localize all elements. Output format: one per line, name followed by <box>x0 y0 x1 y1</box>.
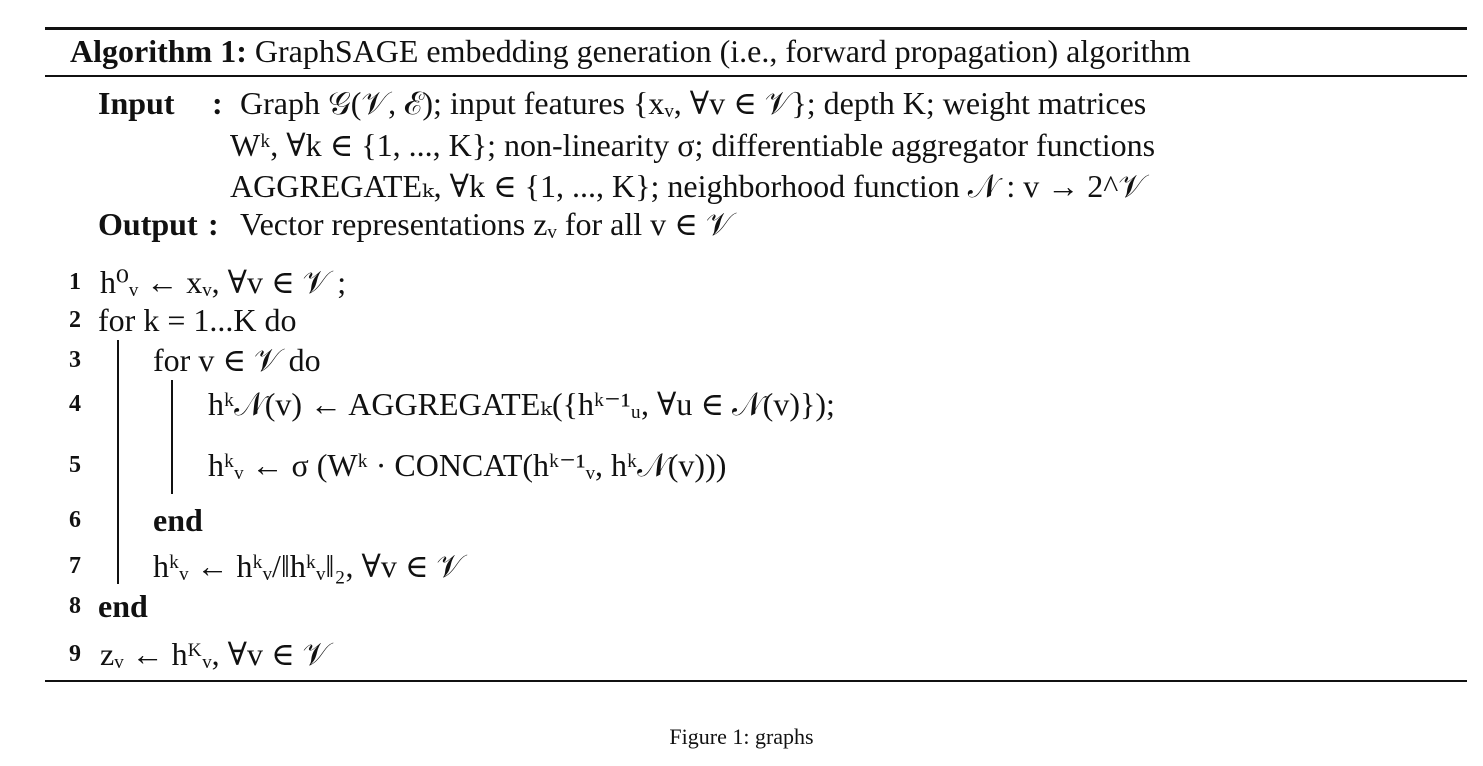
statement-line-5: hᵏᵥ ← σ (Wᵏ · CONCAT(hᵏ⁻¹ᵥ, hᵏ𝒩(v))) <box>208 447 727 483</box>
line-number: 9 <box>69 641 81 667</box>
statement-line-3: for v ∈ 𝒱 do <box>153 342 321 378</box>
output-colon: : <box>208 206 219 242</box>
input-line-1: Graph 𝒢(𝒱, ℰ); input features {xᵥ, ∀v ∈ 𝒱}; depth K; weight matrices <box>240 85 1147 121</box>
figure-caption: Figure 1: graphs <box>669 724 814 749</box>
for-block-bar <box>117 340 119 584</box>
line-number: 5 <box>69 452 81 478</box>
bottom-rule <box>45 680 1467 682</box>
algorithm-title-text: GraphSAGE embedding generation (i.e., forward propagation) algorithm <box>254 33 1191 69</box>
statement-line-9: zᵥ ← hᴷᵥ, ∀v ∈ 𝒱 <box>100 636 330 672</box>
inner-for-block-bar <box>171 380 173 494</box>
line-number: 6 <box>69 507 81 533</box>
input-colon: : <box>212 85 223 121</box>
line-number: 7 <box>69 553 81 579</box>
line-number: 3 <box>69 347 81 373</box>
input-label: Input <box>98 85 175 121</box>
output-text: Vector representations zᵥ for all v ∈ 𝒱 <box>240 206 733 242</box>
line-number: 2 <box>69 307 81 333</box>
input-line-3: AGGREGATEₖ, ∀k ∈ {1, ..., K}; neighborhood function 𝒩 : v → 2^𝒱 <box>230 168 1145 204</box>
statement-line-8: end <box>98 588 148 624</box>
statement-line-2: for k = 1...K do <box>98 302 297 338</box>
title-rule <box>45 75 1467 77</box>
algorithm-label: Algorithm 1: <box>70 33 247 69</box>
statement-line-6: end <box>153 502 203 538</box>
line-number: 4 <box>69 391 81 417</box>
line-number: 8 <box>69 593 81 619</box>
input-line-2: Wᵏ, ∀k ∈ {1, ..., K}; non-linearity σ; differentiable aggregator functions <box>230 127 1156 163</box>
line-number: 1 <box>69 269 81 295</box>
statement-line-7: hᵏᵥ ← hᵏᵥ/‖hᵏᵥ‖₂, ∀v ∈ 𝒱 <box>153 548 464 584</box>
algorithm-title <box>70 30 1191 72</box>
statement-line-4: hᵏ𝒩(v) ← AGGREGATEₖ({hᵏ⁻¹ᵤ, ∀u ∈ 𝒩(v)}); <box>208 386 835 422</box>
output-label: Output <box>98 206 198 242</box>
statement-line-1: h⁰ᵥ ← xᵥ, ∀v ∈ 𝒱 ; <box>100 264 347 300</box>
